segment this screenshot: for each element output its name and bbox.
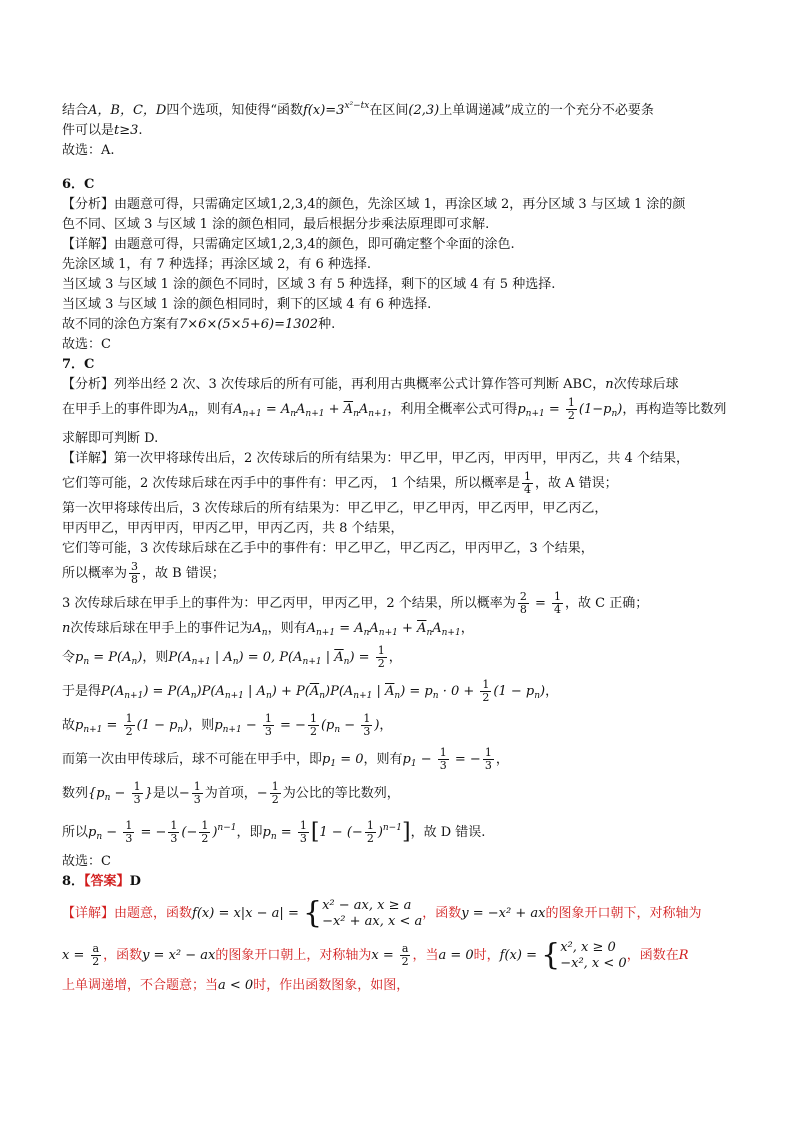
math: (1−p (578, 402, 612, 417)
math: } (144, 786, 153, 801)
text-line (62, 745, 742, 779)
analysis-label: 【分析】 (62, 197, 115, 212)
math: ) = p (400, 684, 433, 699)
math: A (369, 621, 379, 636)
text: ，故 B 错误； (142, 566, 225, 581)
math: ) (374, 718, 380, 733)
text-line (62, 976, 742, 996)
fraction: $\frac{1}{3}$ (264, 712, 272, 738)
math: A (233, 402, 243, 417)
math: {p (88, 786, 105, 801)
math: f(x) = x|x − a| = (192, 906, 303, 921)
math: = (530, 596, 550, 611)
text: ， (495, 752, 509, 767)
text: ， (545, 684, 559, 699)
math-sub: n (188, 409, 195, 419)
math-sup: n−1 (382, 823, 402, 833)
fraction: $\frac{1}{3}$ (193, 780, 201, 806)
math: − (416, 752, 436, 767)
math-sub: n+1 (222, 725, 242, 735)
math: p (75, 718, 84, 733)
text-line: 当区域 3 与区域 1 涂的颜色不同时，区域 3 有 5 种选择，剩下的区域 4 有 5 种选择. (62, 277, 556, 292)
text-line (62, 395, 742, 429)
text-line: 求解即可判断 D. (62, 431, 159, 446)
text-line (62, 375, 742, 395)
text-line: 当区域 3 与区域 1 涂的颜色相同时，剩下的区域 4 有 6 种选择. (62, 297, 432, 312)
fraction: $\frac{2}{8}$ (519, 590, 527, 616)
analysis-label: 【分析】 (62, 377, 115, 392)
math-sub: n (270, 832, 277, 842)
math: | (372, 684, 386, 699)
fraction: $\frac{1}{2}$ (482, 678, 490, 704)
math: A (306, 621, 316, 636)
math-sub: n+1 (441, 628, 461, 638)
text: 于是得 (62, 684, 102, 699)
text: 在甲手上的事件即为 (62, 402, 180, 417)
text: ， (388, 650, 402, 665)
text-line (62, 643, 742, 677)
math: $\overline{A}$ (309, 684, 320, 699)
text: 令 (62, 650, 76, 665)
text: 件可以是 (62, 123, 115, 138)
text-line (62, 469, 742, 499)
text: ， (460, 621, 474, 636)
text-line (62, 559, 742, 589)
text-line: 故选：C (62, 854, 111, 869)
text: ，再构造等比数列 (622, 402, 727, 417)
math-sub: n (319, 691, 325, 701)
math: (1 − p (493, 684, 535, 699)
math: A (252, 621, 262, 636)
text: 上单调递增，不合题意；当 (62, 978, 219, 993)
text-line (62, 121, 742, 141)
fraction: $\frac{a}{2}$ (401, 942, 409, 968)
math-sub: n (290, 409, 297, 419)
math: (2,3) (408, 103, 440, 118)
math-exponent: x²−tx (344, 101, 370, 111)
text: 为首项， (204, 786, 257, 801)
math: ) (137, 650, 143, 665)
math: (p (320, 718, 335, 733)
fraction: $\frac{1}{2}$ (201, 819, 209, 845)
math-sub: n+1 (305, 409, 325, 419)
math: = 0 (336, 752, 364, 767)
document-page (62, 96, 742, 996)
text-line (62, 449, 742, 469)
fraction: $\frac{1}{3}$ (439, 746, 447, 772)
math-sub: n (363, 628, 370, 638)
math-sub: n (426, 628, 433, 638)
math: A (432, 621, 442, 636)
text: 列举出经 2 次、3 次传球后的所有可能，再利用古典概率公式计算作答可判断 ABC， (114, 377, 606, 392)
math-brace: { (302, 895, 323, 931)
fraction: $\frac{1}{2}$ (271, 780, 279, 806)
text: ，即 (236, 825, 263, 840)
text: 所以 (62, 825, 89, 840)
question-7-heading: 7．C (62, 357, 95, 372)
text: ，函数 (422, 906, 462, 921)
text: 所以概率为 (62, 566, 128, 581)
math-sub: n (104, 793, 111, 803)
fraction: $\frac{1}{3}$ (299, 819, 307, 845)
fraction: $\frac{1}{3}$ (363, 712, 371, 738)
text: ，函数 (103, 948, 143, 963)
text-line: 色不同、区域 3 与区域 1 涂的颜色相同，最后根据分步乘法原理即可求解. (62, 217, 490, 232)
math: + (324, 402, 344, 417)
text: . (138, 123, 143, 138)
text-line: 第一次甲将球传出后，3 次传球后的所有结果为：甲乙甲乙，甲乙甲丙，甲乙丙甲，甲乙丙乙， (62, 501, 608, 516)
math-sub: n (83, 657, 90, 667)
math-sub: n+1 (378, 628, 398, 638)
text: ，故 C 正确； (564, 596, 649, 611)
fraction: $\frac{1}{4}$ (553, 590, 561, 616)
text-line (62, 195, 742, 215)
text: ， (379, 718, 393, 733)
math: $\overline{A}$ (417, 621, 427, 636)
math: 1 − (− (319, 825, 363, 840)
math-sub: n+1 (224, 691, 244, 701)
detail-label: 【详解】 (62, 451, 115, 466)
math: | A (243, 684, 266, 699)
text-line (62, 779, 742, 813)
math-sub: n (190, 691, 197, 701)
math-sub: n (177, 725, 184, 735)
text-line (62, 589, 742, 619)
fraction: $\frac{1}{4}$ (523, 470, 531, 496)
math-sup: n−1 (217, 823, 237, 833)
text: 上单调递减”成立的一个充分不必要条 (439, 103, 654, 118)
math: y = −x² + ax (461, 906, 546, 921)
text: 次传球后球 (613, 377, 679, 392)
math-sub: n (96, 832, 103, 842)
question-6-heading: 6．C (62, 177, 95, 192)
math: 7×6×(5×5+6)=1302 (179, 317, 319, 332)
math: = A (261, 402, 291, 417)
detail-label: 【详解】 (62, 906, 115, 921)
math: = A (335, 621, 364, 636)
math: )P(A (196, 684, 225, 699)
text-line (62, 677, 742, 711)
math-bracket: [ (310, 819, 320, 845)
text: 四个选项，知使得“函数 (166, 103, 303, 118)
text: 的图象开口朝下，对称轴为 (545, 906, 702, 921)
math: ) = 0, P(A (238, 650, 303, 665)
math-sub: n (131, 657, 138, 667)
math-sub: n (334, 725, 341, 735)
text: 由题意，函数 (114, 906, 193, 921)
text: ，则有 (194, 402, 234, 417)
math: $\overline{A}$ (334, 650, 344, 665)
math-sub: n (261, 628, 268, 638)
math: A (296, 402, 306, 417)
text: 在区间 (369, 103, 409, 118)
text: ，则有 (267, 621, 307, 636)
math: A (358, 402, 369, 417)
text: 时， (473, 948, 500, 963)
math: ) = (349, 650, 374, 665)
text: ，利用全概率公式可得 (387, 402, 518, 417)
math-sub: n (534, 691, 541, 701)
math: ) (540, 684, 546, 699)
text-line (62, 936, 742, 976)
math-sub: n+1 (315, 628, 336, 638)
math-sub: n (343, 657, 350, 667)
text: ，则有 (363, 752, 403, 767)
math: f(x)=3 (302, 103, 345, 118)
math: n (62, 621, 71, 636)
text: 而第一次由甲传球后，球不可能在甲手中，即 (62, 752, 323, 767)
fraction: $\frac{1}{2}$ (309, 712, 317, 738)
math: p (262, 825, 271, 840)
math: x = (62, 948, 89, 963)
math: ) (617, 402, 623, 417)
text-line (62, 619, 742, 643)
text: 时，作出函数图象，如图， (253, 978, 410, 993)
fraction: $\frac{3}{8}$ (131, 560, 139, 586)
math: − (241, 718, 261, 733)
fraction: $\frac{1}{2}$ (125, 712, 133, 738)
math: f(x) = (499, 948, 542, 963)
text-line (62, 315, 742, 335)
math: x = (371, 948, 398, 963)
text-line (62, 235, 742, 255)
fraction: $\frac{1}{2}$ (567, 396, 575, 422)
text: 它们等可能，2 次传球后球在丙手中的事件有：甲乙丙， 1 个结果，所以概率是 (62, 476, 520, 491)
text: 由题意可得，只需确定区域1,2,3,4的颜色，先涂区域 1，再涂区域 2，再分区域 3 与区域 1 涂的颜 (114, 197, 686, 212)
math: )P(A (325, 684, 354, 699)
text: 由题意可得，只需确定区域1,2,3,4的颜色，即可确定整个伞面的涂色. (114, 237, 515, 252)
math: = (544, 402, 564, 417)
math: ) (377, 825, 383, 840)
text: 第一次甲将球传出后，2 次传球后的所有结果为：甲乙甲，甲乙丙，甲丙甲，甲丙乙，共 4 个结果， (114, 451, 689, 466)
text: 次传球后球在甲手上的事件记为 (70, 621, 253, 636)
text: ，则 (142, 650, 169, 665)
math-sub: n (265, 691, 272, 701)
math: − (110, 786, 130, 801)
math: a < 0 (218, 978, 254, 993)
math: ) + P( (271, 684, 310, 699)
math: p (214, 718, 223, 733)
text: ，故 D 错误. (410, 825, 486, 840)
math-brace: { (541, 937, 561, 973)
math: p (402, 752, 411, 767)
fraction: $\frac{1}{3}$ (125, 819, 133, 845)
math: + (397, 621, 418, 636)
text: 结合 (62, 103, 89, 118)
text: ，当 (412, 948, 439, 963)
text: 的图象开口朝上，对称轴为 (215, 948, 372, 963)
math-sub: n (611, 409, 618, 419)
math: ) (212, 825, 218, 840)
math-sub: 1 (330, 759, 337, 769)
question-8-heading (62, 872, 742, 892)
text-line: 故选：C (62, 337, 111, 352)
math: = − (275, 718, 306, 733)
math: A，B，C，D (88, 103, 167, 118)
text: 故不同的涂色方案有 (62, 317, 180, 332)
math: p (75, 650, 84, 665)
answer: D (129, 874, 141, 889)
math: ) (183, 718, 189, 733)
text-line: 故选：A. (62, 143, 115, 158)
text: 3 次传球后球在甲手上的事件为：甲乙丙甲，甲丙乙甲，2 个结果，所以概率为 (62, 596, 516, 611)
text: 故 (62, 718, 76, 733)
math: A (179, 402, 189, 417)
math-sub: n+1 (525, 409, 545, 419)
text: 为公比的等比数列， (282, 786, 400, 801)
text: ，则 (188, 718, 215, 733)
math-sub: n (232, 657, 239, 667)
math: $\overline{A}$ (385, 684, 395, 699)
detail-label: 【详解】 (62, 237, 115, 252)
math: − (256, 786, 268, 801)
math: = P(A (89, 650, 132, 665)
math: ) = P(A (143, 684, 191, 699)
math: a = 0 (438, 948, 474, 963)
math: = − (136, 825, 167, 840)
math: P(A (101, 684, 125, 699)
text-line (62, 96, 742, 121)
math-sub: n+1 (302, 657, 322, 667)
math: p (88, 825, 97, 840)
math-sub: 1 (410, 759, 417, 769)
fraction: $\frac{1}{3}$ (133, 780, 141, 806)
math: y = x² − ax (142, 948, 216, 963)
math-bracket: ] (401, 819, 411, 845)
math: = (102, 718, 122, 733)
math: p (322, 752, 331, 767)
math: = (276, 825, 296, 840)
math-sub: n (353, 409, 359, 419)
math: (− (181, 825, 198, 840)
math: − (340, 718, 360, 733)
piecewise-cases: x², x ≥ 0 −x², x < 0 (560, 939, 627, 971)
math: − (102, 825, 122, 840)
text: 数列 (62, 786, 89, 801)
fraction: $\frac{1}{3}$ (484, 746, 492, 772)
math-sub: n+1 (124, 691, 144, 701)
fraction: $\frac{a}{2}$ (92, 942, 100, 968)
math-sub: n+1 (191, 657, 211, 667)
text-line (62, 711, 742, 745)
math: P(A (168, 650, 192, 665)
math: n (605, 377, 614, 392)
text: 是以 (152, 786, 179, 801)
math: · 0 + (438, 684, 479, 699)
math: t≥3 (114, 123, 139, 138)
text: ，函数在 (626, 948, 679, 963)
answer-label: 【答案】 (84, 874, 130, 889)
math: p (517, 402, 526, 417)
text: 种. (318, 317, 336, 332)
fraction: $\frac{1}{2}$ (366, 819, 374, 845)
math-sub: n+1 (353, 691, 373, 701)
math: | A (210, 650, 233, 665)
math-sub: n (432, 691, 439, 701)
text-line (62, 813, 742, 852)
piecewise-cases: x² − ax, x ≥ a −x² + ax, x < a (322, 897, 423, 929)
fraction: $\frac{1}{3}$ (170, 819, 178, 845)
fraction: $\frac{1}{2}$ (377, 644, 385, 670)
text-line (62, 892, 742, 936)
text-line: 它们等可能，3 次传球后球在乙手中的事件有：甲乙甲乙，甲乙丙乙，甲丙甲乙，3 个结果， (62, 541, 594, 556)
question-number: 8． (62, 874, 85, 889)
text-line: 甲丙甲乙，甲丙甲丙，甲丙乙甲，甲丙乙丙，共 8 个结果， (62, 521, 404, 536)
math-sub: n (394, 691, 401, 701)
math-sub: n+1 (368, 409, 388, 419)
math: $\overline{A}$ (343, 402, 354, 417)
math-sub: n+1 (83, 725, 103, 735)
math: | (321, 650, 335, 665)
math-sub: n+1 (242, 409, 262, 419)
text-line: 先涂区域 1，有 7 种选择；再涂区域 2，有 6 种选择. (62, 257, 372, 272)
math: − (178, 786, 190, 801)
math: (1 − p (136, 718, 178, 733)
math: = − (450, 752, 481, 767)
math: R (678, 948, 689, 963)
text: ，故 A 错误； (534, 476, 618, 491)
